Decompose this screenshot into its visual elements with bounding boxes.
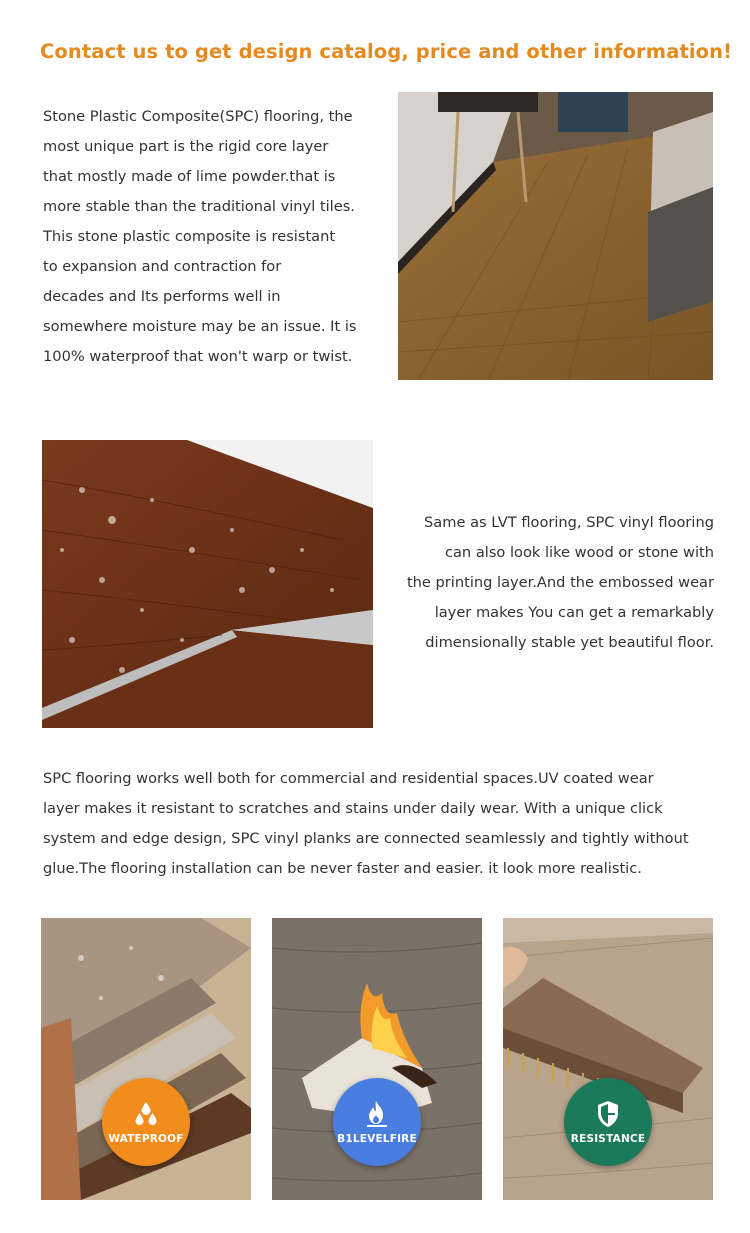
paragraph-line: most unique part is the rigid core layer <box>43 138 329 155</box>
paragraph-line: can also look like wood or stone with <box>444 544 714 561</box>
paragraph-line: 100% waterproof that won't warp or twist. <box>43 348 353 365</box>
fire-icon <box>362 1099 392 1129</box>
paragraph-line: system and edge design, SPC vinyl planks are connected seamlessly and tightly without <box>43 830 689 847</box>
paragraph-line: the printing layer.And the embossed wear <box>406 574 714 591</box>
paragraph-line: layer makes You can get a remarkably <box>434 604 714 621</box>
resistance-feature-card <box>503 918 713 1200</box>
shield-icon <box>593 1099 623 1129</box>
badge-label: WATEPROOF <box>108 1133 184 1145</box>
paragraph-line: Stone Plastic Composite(SPC) flooring, the <box>43 108 353 125</box>
paragraph-line: dimensionally stable yet beautiful floor. <box>425 634 714 651</box>
paragraph-line: Same as LVT flooring, SPC vinyl flooring <box>424 514 714 531</box>
room-floor-photo <box>398 92 713 380</box>
paragraph-line: This stone plastic composite is resistant <box>43 228 336 245</box>
resistance-badge <box>564 1078 652 1166</box>
fire-badge <box>333 1078 421 1166</box>
paragraph-line: more stable than the traditional vinyl tiles. <box>43 198 355 215</box>
waterproof-badge <box>102 1078 190 1166</box>
usage-paragraph <box>43 764 733 884</box>
fire-feature-card <box>272 918 482 1200</box>
wet-plank-photo <box>42 440 373 728</box>
lvt-paragraph <box>386 508 714 658</box>
paragraph-line: decades and Its performs well in <box>43 288 281 305</box>
paragraph-line: glue.The flooring installation can be never faster and easier. it look more realistic. <box>43 860 642 877</box>
badge-label: B1LEVELFIRE <box>337 1133 417 1145</box>
paragraph-line: layer makes it resistant to scratches and stains under daily wear. With a unique click <box>43 800 663 817</box>
badge-label: RESISTANCE <box>570 1133 646 1145</box>
paragraph-line: SPC flooring works well both for commercial and residential spaces.UV coated wear <box>43 770 654 787</box>
water-drops-icon <box>131 1099 161 1129</box>
headline: Contact us to get design catalog, price and other information! <box>40 40 733 63</box>
paragraph-line: somewhere moisture may be an issue. It is <box>43 318 357 335</box>
paragraph-line: to expansion and contraction for <box>43 258 282 275</box>
paragraph-line: that mostly made of lime powder.that is <box>43 168 336 185</box>
intro-paragraph <box>43 102 383 372</box>
waterproof-feature-card <box>41 918 251 1200</box>
